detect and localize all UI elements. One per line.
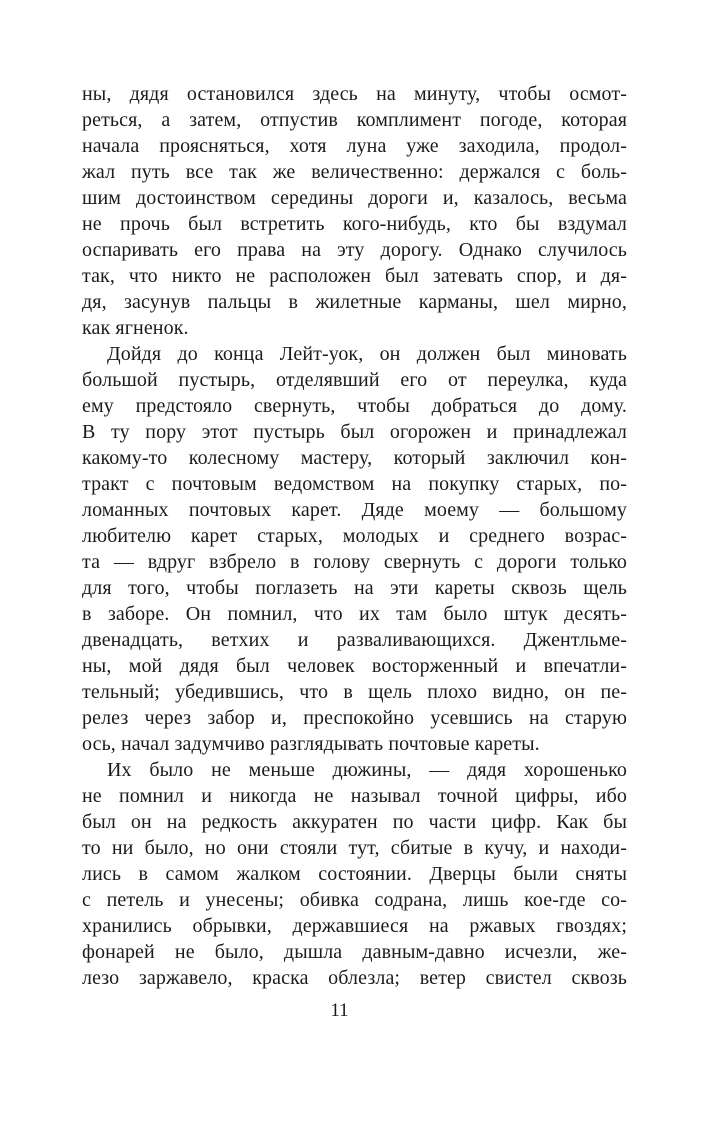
text-line: двенадцать, ветхих и разваливающихся. Джентльме-: [82, 629, 627, 651]
text-line: был он на редкость аккуратен по части цифр. Как бы: [82, 811, 627, 833]
text-line: большой пустырь, отделявший его от переулка, куда: [82, 369, 627, 391]
text-line: дя, засунув пальцы в жилетные карманы, шел мирно,: [82, 291, 627, 313]
text-line: так, что никто не расположен был затевать спор, и дя-: [82, 265, 627, 287]
text-line: фонарей не было, дышла давным-давно исчезли, же-: [82, 941, 627, 963]
paragraph: [82, 341, 627, 757]
text-line: в заборе. Он помнил, что их там было штук десять-: [82, 603, 627, 625]
text-line: лись в самом жалком состоянии. Дверцы были сняты: [82, 863, 627, 885]
text-line: какому-то колесному мастеру, который заключил кон-: [82, 447, 627, 469]
text-line: оспаривать его права на эту дорогу. Однако случилось: [82, 239, 627, 261]
text-line: с петель и унесены; обивка содрана, лишь кое-где со-: [82, 889, 627, 911]
text-line: лезо заржавело, краска облезла; ветер свистел сквозь: [82, 967, 627, 989]
text-line: ему предстояло свернуть, чтобы добраться до дому.: [82, 395, 627, 417]
text-line: тельный; убедившись, что в щель плохо видно, он пе-: [82, 681, 627, 703]
text-line: та — вдруг взбрело в голову свернуть с дороги только: [82, 551, 627, 573]
text-line: как ягненок.: [82, 317, 189, 339]
text-line: ось, начал задумчиво разглядывать почтовые кареты.: [82, 733, 540, 755]
text-block: [82, 81, 627, 991]
paragraph: [82, 757, 627, 991]
text-line: начала проясняться, хотя луна уже заходила, продол-: [82, 135, 627, 157]
paragraph: [82, 81, 627, 341]
text-line: шим достоинством середины дороги и, казалось, весьма: [82, 187, 627, 209]
text-line: ломанных почтовых карет. Дяде моему — большому: [82, 499, 627, 521]
text-line: тракт с почтовым ведомством на покупку старых, по-: [82, 473, 627, 495]
text-line: релез через забор и, преспокойно усевшись на старую: [82, 707, 627, 729]
text-line: Дойдя до конца Лейт-уок, он должен был миновать: [107, 343, 627, 365]
text-line: хранились обрывки, державшиеся на ржавых гвоздях;: [82, 915, 627, 937]
text-line: то ни было, но они стояли тут, сбитые в кучу, и находи-: [82, 837, 627, 859]
text-line: не прочь был встретить кого-нибудь, кто бы вздумал: [82, 213, 627, 235]
text-line: ны, дядя остановился здесь на минуту, чтобы осмот-: [82, 83, 627, 105]
page-number: 11: [330, 1000, 349, 1021]
text-line: реться, а затем, отпустив комплимент погоде, которая: [82, 109, 627, 131]
text-line: для того, чтобы поглазеть на эти кареты сквозь щель: [82, 577, 627, 599]
text-line: не помнил и никогда не называл точной цифры, ибо: [82, 785, 627, 807]
text-line: жал путь все так же величественно: держался с боль-: [82, 161, 627, 183]
text-line: ны, мой дядя был человек восторженный и впечатли-: [82, 655, 627, 677]
text-line: В ту пору этот пустырь был огорожен и принадлежал: [82, 421, 627, 443]
text-line: любителю карет старых, молодых и среднего возрас-: [82, 525, 627, 547]
text-line: Их было не меньше дюжины, — дядя хорошенько: [107, 759, 627, 781]
